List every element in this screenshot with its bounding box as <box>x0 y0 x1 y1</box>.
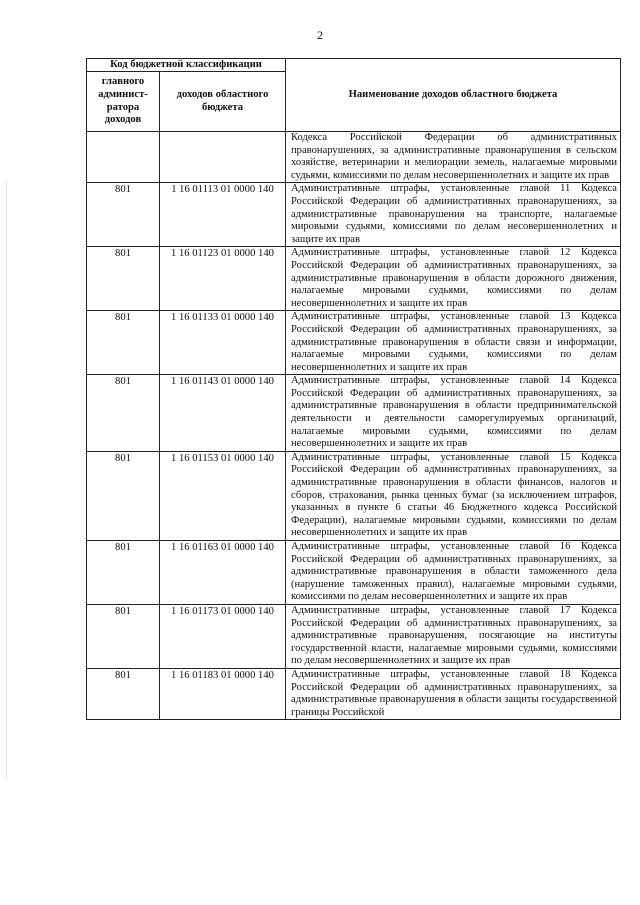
header-col-code: доходов областного бюджета <box>160 72 286 132</box>
revenue-code-cell: 1 16 01153 01 0000 140 <box>160 451 286 540</box>
revenue-name-cell: Административные штрафы, установленные главой 18 Кодекса Российской Федерации об административных правонарушениях, за административные правонарушения в области защиты государственной границы Российской <box>286 668 621 719</box>
revenue-name-cell: Административные штрафы, установленные главой 12 Кодекса Российской Федерации об административных правонарушениях, за административные правонарушения в области дорожного движения, налагаемые мировыми судьями, комиссиями по делам несовершеннолетних и защите их прав <box>286 247 621 311</box>
table-header <box>87 59 621 132</box>
table-row <box>87 375 621 452</box>
table-row <box>87 311 621 375</box>
revenue-name-cell: Кодекса Российской Федерации об административных правонарушениях, за административные правонарушения в сельском хозяйстве, ветеринарии и мелиорации земель, налагаемые мировыми судьями, комиссиями по делам несовершеннолетних и защите их прав <box>286 132 621 183</box>
table-row <box>87 541 621 605</box>
header-group-label: Код бюджетной классификации <box>87 59 286 72</box>
revenue-name-cell: Административные штрафы, установленные главой 11 Кодекса Российской Федерации об административных правонарушениях, за административные правонарушения на транспорте, налагаемые мировыми судьями, комиссиями по делам несовершеннолетних и защите их прав <box>286 183 621 247</box>
revenue-name-cell: Административные штрафы, установленные главой 17 Кодекса Российской Федерации об административных правонарушениях, за административные правонарушения, посягающие на институты государственной власти, налагаемые мировыми судьями, комиссиями по делам несовершеннолетних и защите их прав <box>286 604 621 668</box>
revenue-code-cell: 1 16 01143 01 0000 140 <box>160 375 286 452</box>
revenue-code-cell: 1 16 01113 01 0000 140 <box>160 183 286 247</box>
header-col-admin: главного админист-ратора доходов <box>87 72 160 132</box>
admin-code-cell: 801 <box>87 668 160 719</box>
scan-edge-mark <box>6 180 7 780</box>
admin-code-cell: 801 <box>87 375 160 452</box>
admin-code-cell: 801 <box>87 451 160 540</box>
admin-code-cell: 801 <box>87 604 160 668</box>
revenue-code-cell: 1 16 01123 01 0000 140 <box>160 247 286 311</box>
admin-code-cell: 801 <box>87 183 160 247</box>
admin-code-cell: 801 <box>87 541 160 605</box>
table-row <box>87 247 621 311</box>
revenue-code-cell: 1 16 01183 01 0000 140 <box>160 668 286 719</box>
table-row <box>87 668 621 719</box>
admin-code-cell <box>87 132 160 183</box>
budget-classification-table <box>86 58 621 720</box>
revenue-code-cell <box>160 132 286 183</box>
header-col-name: Наименование доходов областного бюджета <box>286 59 621 132</box>
table-row <box>87 604 621 668</box>
revenue-name-cell: Административные штрафы, установленные главой 14 Кодекса Российской Федерации об административных правонарушениях, за административные правонарушения в области предпринимательской деятельности и деятельности саморегулируемых организаций, налагаемые мировыми судьями, комиссиями по делам несовершеннолетних и защите их прав <box>286 375 621 452</box>
header-row-group <box>87 59 621 72</box>
revenue-code-cell: 1 16 01173 01 0000 140 <box>160 604 286 668</box>
admin-code-cell: 801 <box>87 311 160 375</box>
revenue-name-cell: Административные штрафы, установленные главой 13 Кодекса Российской Федерации об административных правонарушениях, за административные правонарушения в области связи и информации, налагаемые мировыми судьями, комиссиями по делам несовершеннолетних и защите их прав <box>286 311 621 375</box>
revenue-name-cell: Административные штрафы, установленные главой 16 Кодекса Российской Федерации об административных правонарушениях, за административные правонарушения в области таможенного дела (нарушение таможенных правил), налагаемые мировыми судьями, комиссиями по делам несовершеннолетних и защите их прав <box>286 541 621 605</box>
revenue-name-cell: Административные штрафы, установленные главой 15 Кодекса Российской Федерации об административных правонарушениях, за административные правонарушения в области финансов, налогов и сборов, страхования, рынка ценных бумаг (за исключением штрафов, указанных в пункте 6 статьи 46 Бюджетного кодекса Российской Федерации), налагаемые мировыми судьями, комиссиями по делам несовершеннолетних и защите их прав <box>286 451 621 540</box>
table-row <box>87 132 621 183</box>
admin-code-cell: 801 <box>87 247 160 311</box>
table-body <box>87 132 621 720</box>
revenue-code-cell: 1 16 01133 01 0000 140 <box>160 311 286 375</box>
revenue-code-cell: 1 16 01163 01 0000 140 <box>160 541 286 605</box>
table-row <box>87 451 621 540</box>
page-number: 2 <box>317 28 323 42</box>
table-row <box>87 183 621 247</box>
